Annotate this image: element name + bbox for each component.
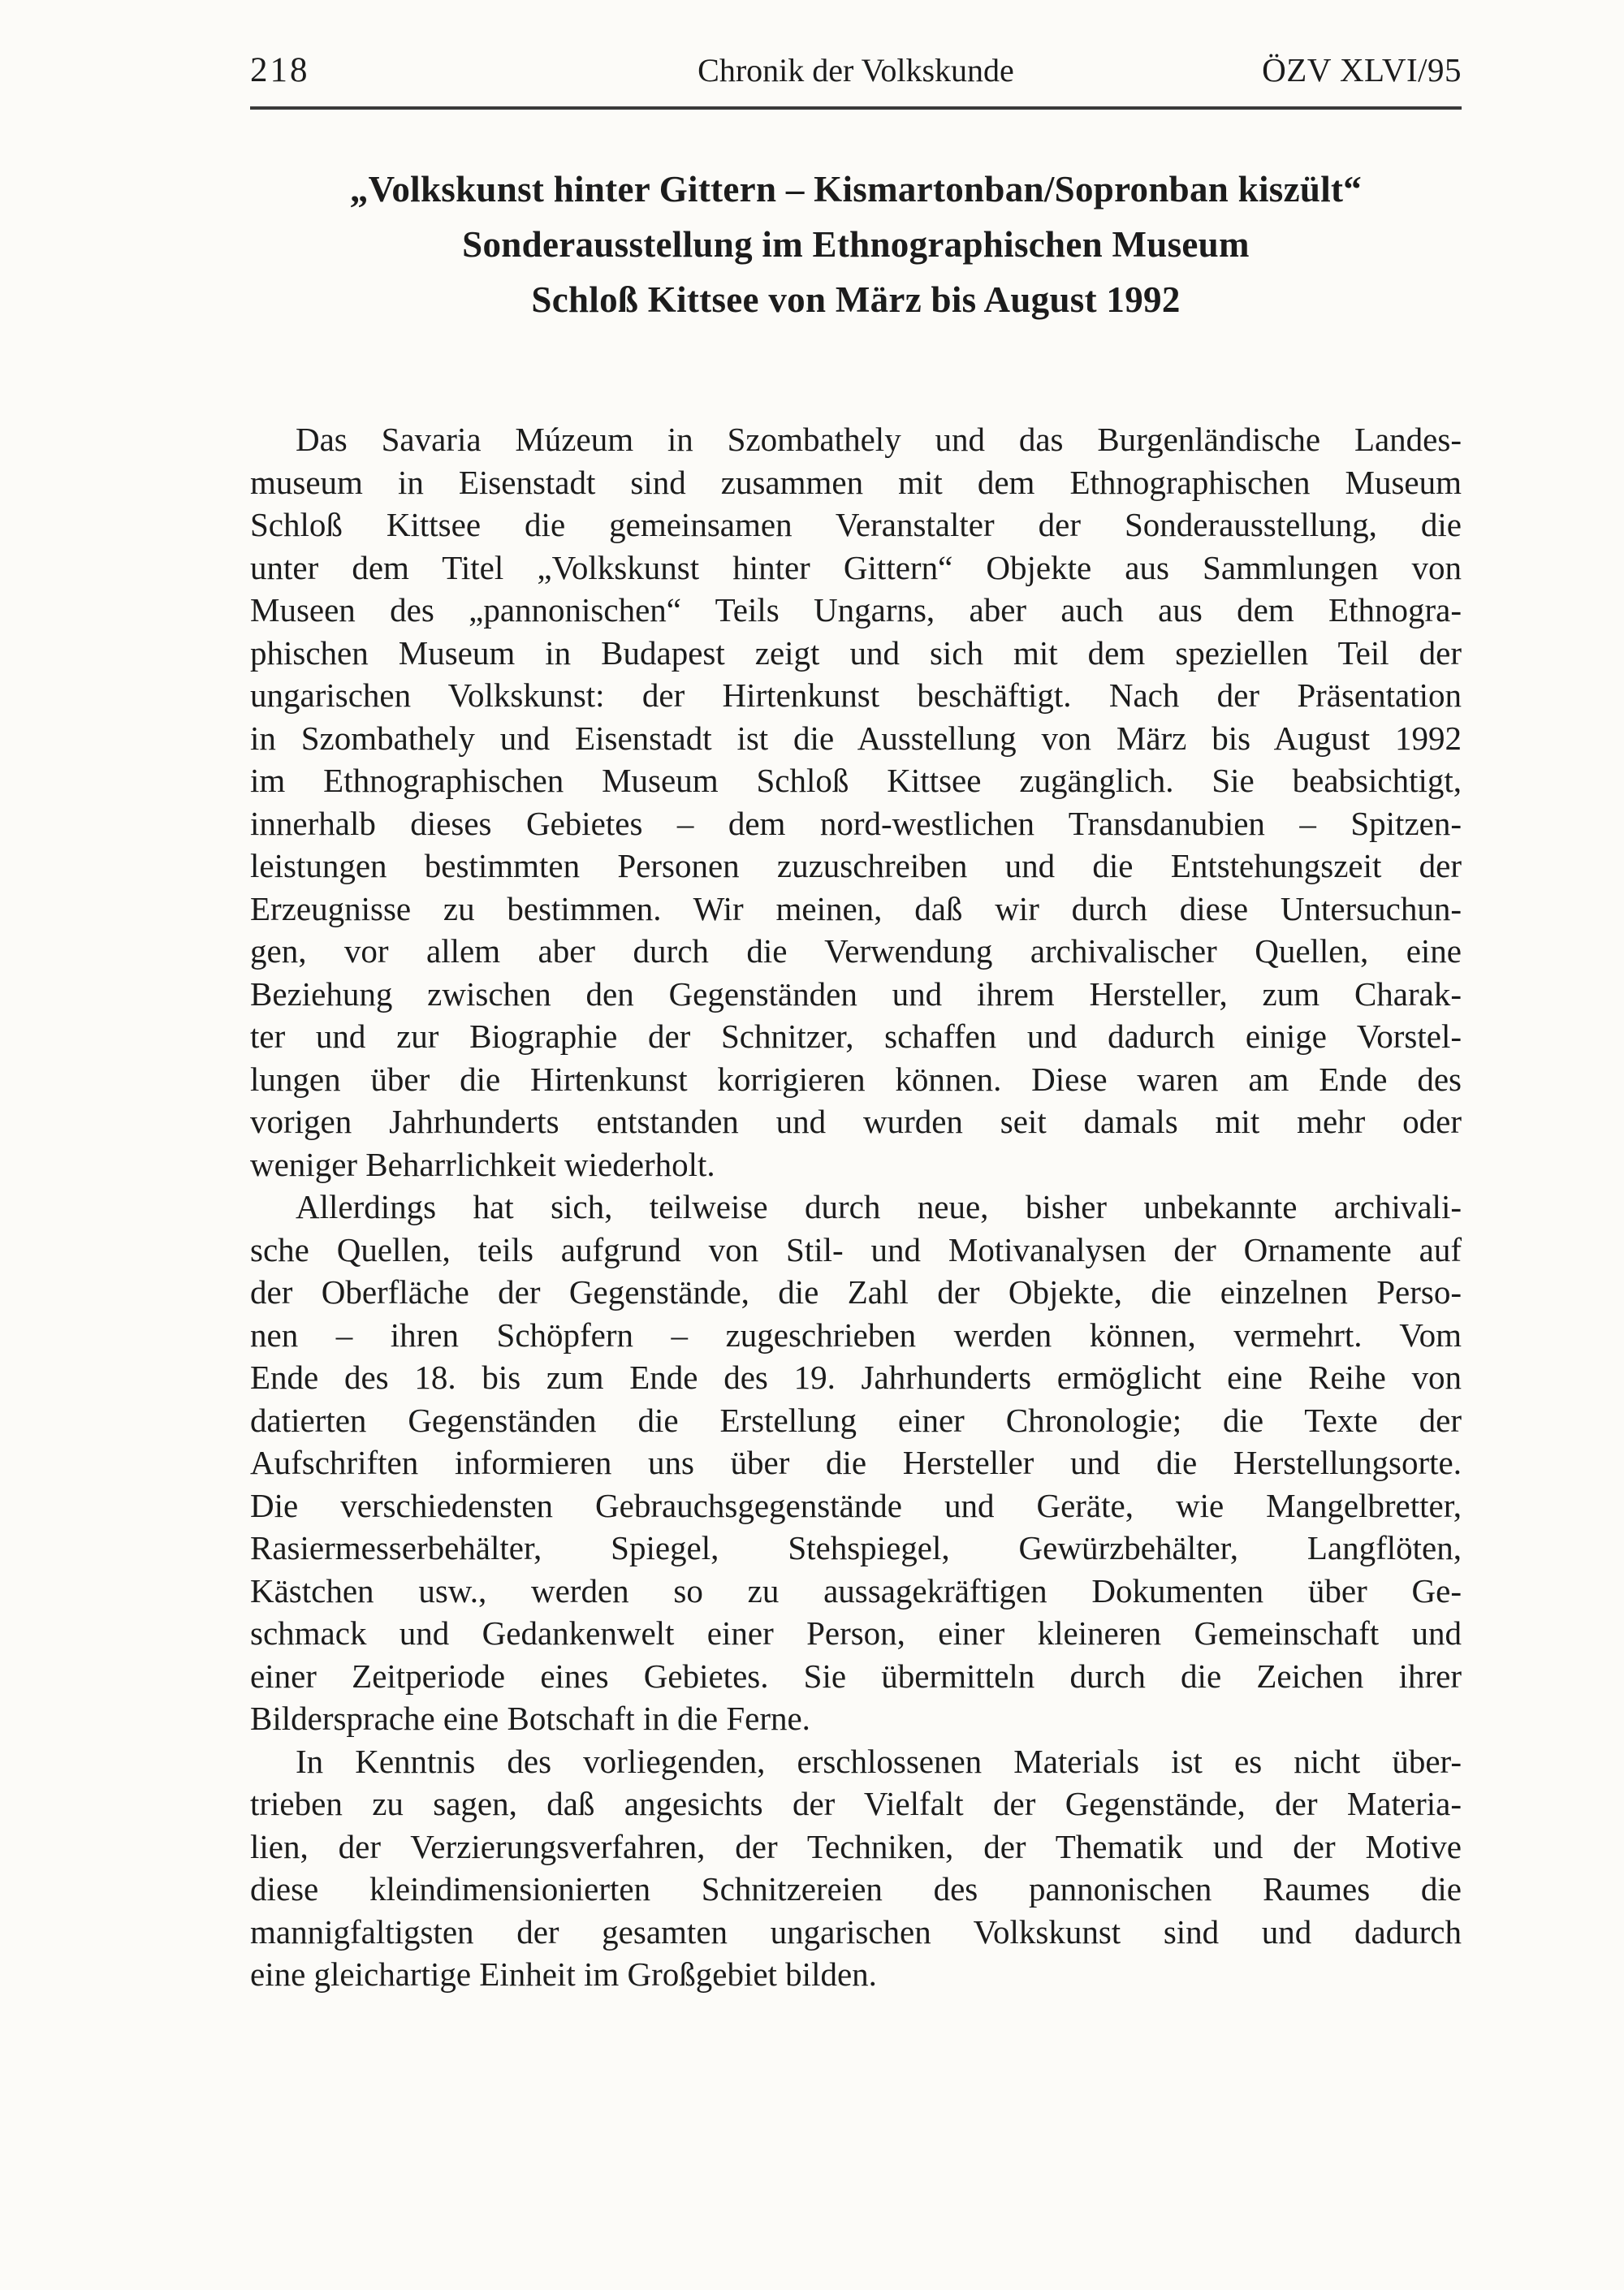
text-line: im Ethnographischen Museum Schloß Kittsee zugänglich. Sie beabsichtigt,	[250, 762, 1462, 799]
text-line: lien, der Verzierungsverfahren, der Techniken, der Thematik und der Motive	[250, 1827, 1462, 1865]
text-line: museum in Eisenstadt sind zusammen mit dem Ethnographischen Museum	[250, 463, 1462, 501]
text-line: trieben zu sagen, daß angesichts der Vielfalt der Gegenstände, der Materia-	[250, 1785, 1462, 1822]
article-title-line-3: Schloß Kittsee von März bis August 1992	[531, 279, 1181, 320]
running-title: Chronik der Volkskunde	[698, 52, 1014, 89]
text-line: sche Quellen, teils aufgrund von Stil- und Motivanalysen der Ornamente auf	[250, 1230, 1462, 1268]
text-line: vorigen Jahrhunderts entstanden und wurden seit damals mit mehr oder	[250, 1103, 1462, 1140]
text-line: Ende des 18. bis zum Ende des 19. Jahrhunderts ermöglicht eine Reihe von	[250, 1359, 1462, 1396]
text-line: ungarischen Volkskunst: der Hirtenkunst beschäftigt. Nach der Präsentation	[250, 676, 1462, 714]
text-line: phischen Museum in Budapest zeigt und sich mit dem speziellen Teil der	[250, 633, 1462, 672]
article-title	[250, 162, 1462, 327]
journal-reference: ÖZV XLVI/95	[1262, 51, 1462, 89]
text-line: Rasiermesserbehälter, Spiegel, Stehspiegel, Gewürzbehälter, Langflöten,	[250, 1529, 1462, 1566]
text-line: Beziehung zwischen den Gegenständen und ihrem Hersteller, zum Charak-	[250, 974, 1462, 1013]
text-line: unter dem Titel „Volkskunst hinter Gittern“ Objekte aus Sammlungen von	[250, 548, 1462, 586]
text-line: Kästchen usw., werden so zu aussagekräftigen Dokumenten über Ge-	[250, 1571, 1462, 1609]
text-line: Bildersprache eine Botschaft in die Ferne.	[250, 1700, 810, 1737]
text-line: Die verschiedensten Gebrauchsgegenstände und Geräte, wie Mangelbretter,	[250, 1486, 1462, 1524]
page-header	[250, 50, 1462, 110]
text-line: schmack und Gedankenwelt einer Person, einer kleineren Gemeinschaft und	[250, 1614, 1462, 1652]
text-line: in Szombathely und Eisenstadt ist die Ausstellung von März bis August 1992	[250, 719, 1462, 757]
text-line: einer Zeitperiode eines Gebietes. Sie übermitteln durch die Zeichen ihrer	[250, 1657, 1462, 1695]
text-line: Erzeugnisse zu bestimmen. Wir meinen, daß wir durch diese Untersuchun-	[250, 889, 1462, 927]
text-line: Schloß Kittsee die gemeinsamen Veranstalter der Sonderausstellung, die	[250, 506, 1462, 543]
text-line: gen, vor allem aber durch die Verwendung archivalischer Quellen, eine	[250, 932, 1462, 970]
text-line: der Oberfläche der Gegenstände, die Zahl der Objekte, die einzelnen Perso-	[250, 1273, 1462, 1311]
text-line: datierten Gegenständen die Erstellung einer Chronologie; die Texte der	[250, 1401, 1462, 1439]
paragraph	[250, 418, 1462, 1186]
text-line: In Kenntnis des vorliegenden, erschlossenen Materials ist es nicht über-	[296, 1742, 1462, 1780]
article-title-line-2: Sonderausstellung im Ethnographischen Museum	[462, 224, 1250, 265]
article-title-line-1: „Volkskunst hinter Gittern – Kismartonban/Sopronban kiszült“	[349, 169, 1363, 210]
page-number: 218	[250, 51, 310, 89]
text-line: Aufschriften informieren uns über die Hersteller und die Herstellungsorte.	[250, 1444, 1462, 1481]
paragraph	[250, 1186, 1462, 1740]
text-line: diese kleindimensionierten Schnitzereien des pannonischen Raumes die	[250, 1870, 1462, 1908]
document-body	[250, 418, 1462, 1996]
text-line: Das Savaria Múzeum in Szombathely und das Burgenländische Landes-	[296, 421, 1462, 458]
text-line: nen – ihren Schöpfern – zugeschrieben werden können, vermehrt. Vom	[250, 1316, 1462, 1354]
text-line: Allerdings hat sich, teilweise durch neue, bisher unbekannte archivali-	[296, 1188, 1462, 1225]
text-line: eine gleichartige Einheit im Großgebiet bilden.	[250, 1955, 877, 1993]
paragraph	[250, 1740, 1462, 1996]
text-line: leistungen bestimmten Personen zuzuschreiben und die Entstehungszeit der	[250, 847, 1462, 884]
text-line: mannigfaltigsten der gesamten ungarischen Volkskunst sind und dadurch	[250, 1912, 1462, 1951]
text-line: Museen des „pannonischen“ Teils Ungarns, aber auch aus dem Ethnogra-	[250, 591, 1462, 629]
text-line: ter und zur Biographie der Schnitzer, schaffen und dadurch einige Vorstel-	[250, 1018, 1462, 1055]
text-line: lungen über die Hirtenkunst korrigieren können. Diese waren am Ende des	[250, 1060, 1462, 1098]
text-line: innerhalb dieses Gebietes – dem nord-westlichen Transdanubien – Spitzen-	[250, 804, 1462, 842]
text-line: weniger Beharrlichkeit wiederholt.	[250, 1145, 715, 1183]
